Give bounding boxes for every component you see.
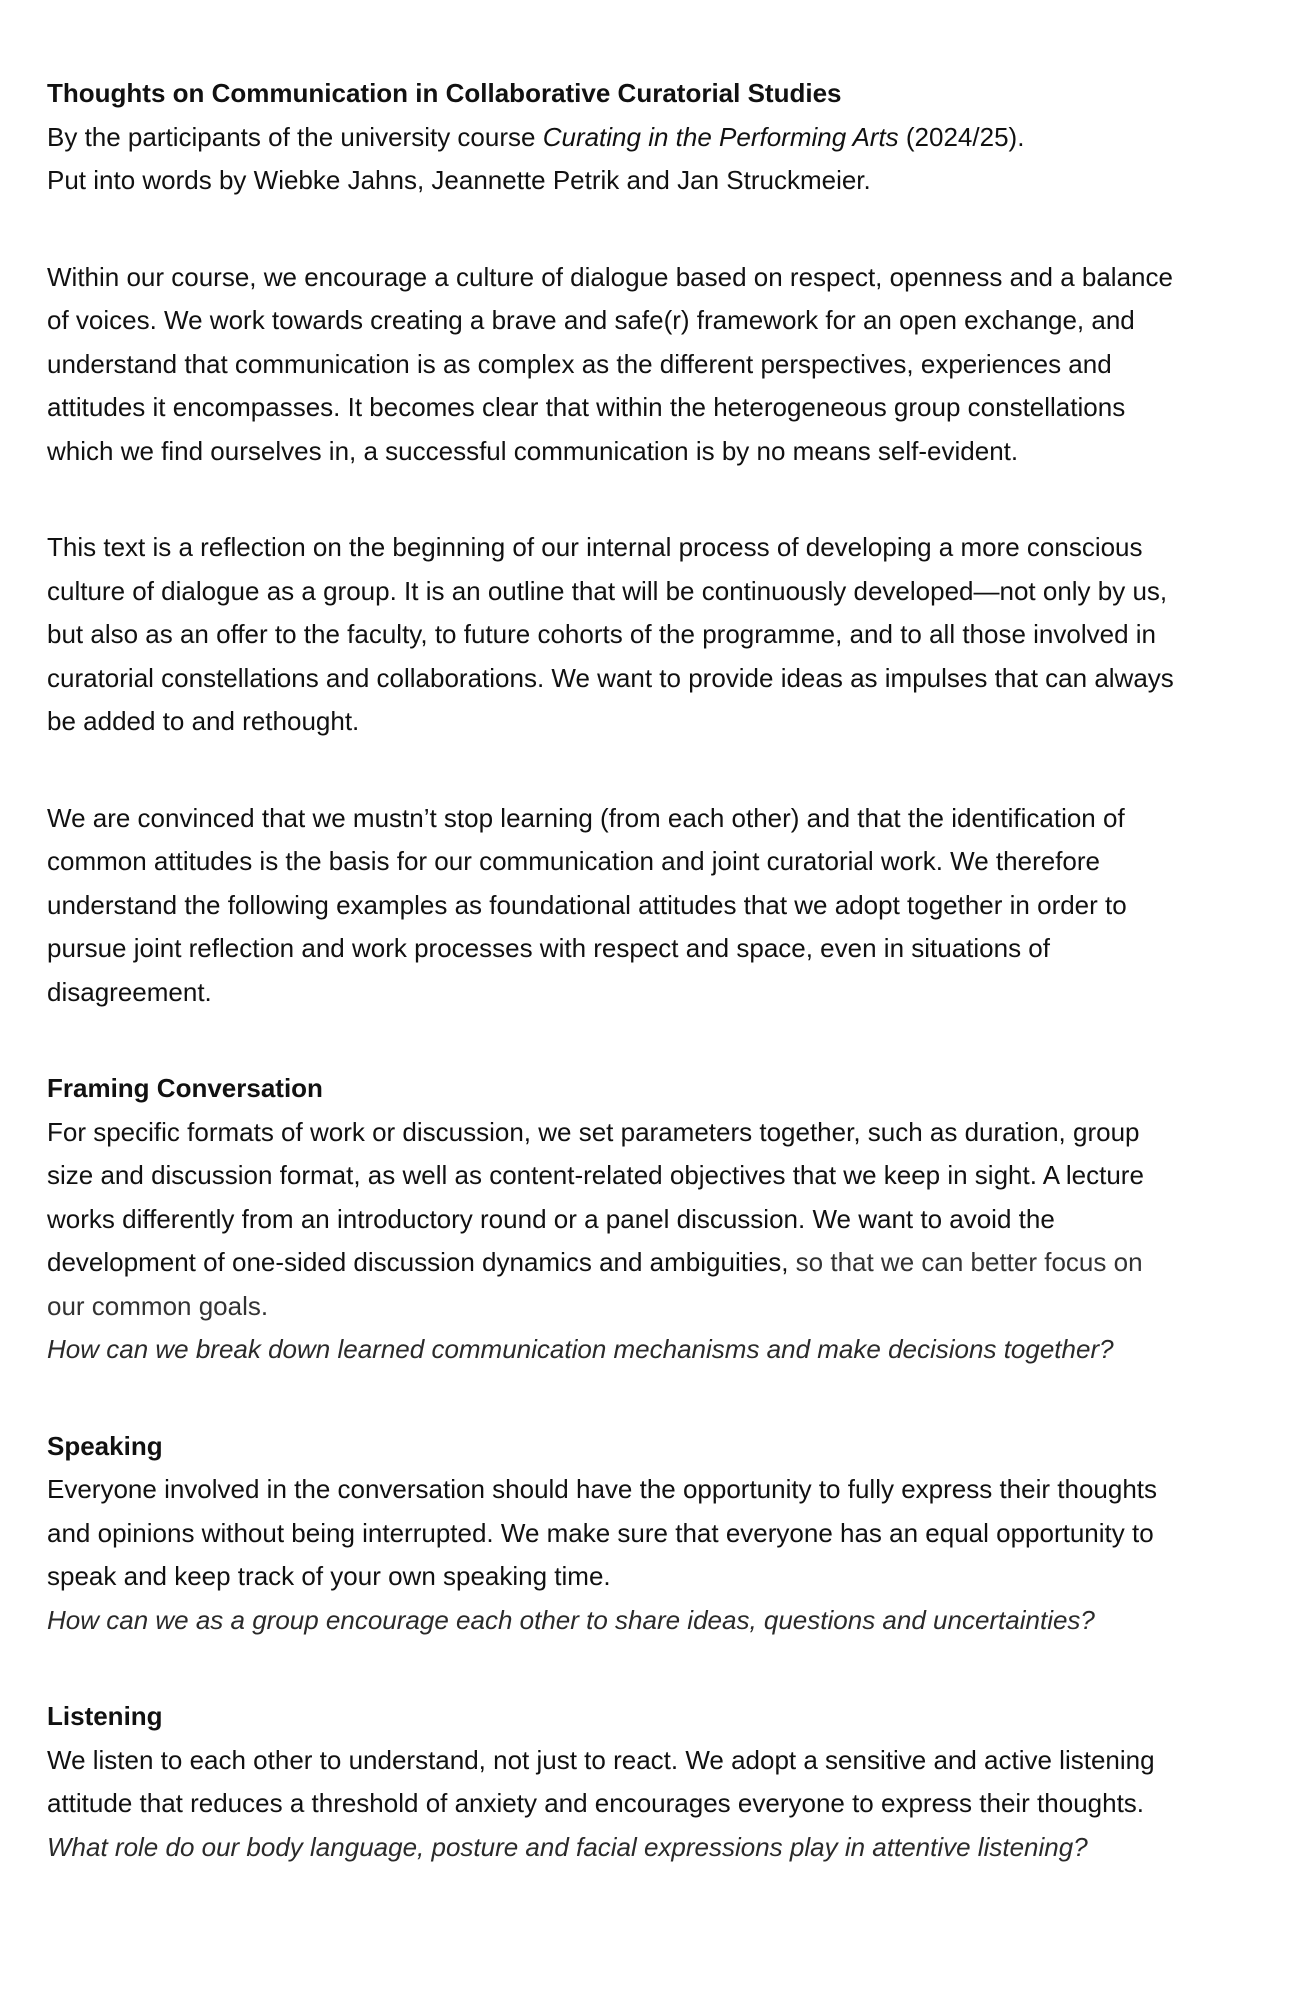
section-heading: Listening (47, 1701, 163, 1731)
paragraph-line-part: development of one-sided discussion dynamics and ambiguities, (47, 1247, 796, 1277)
spacer (47, 473, 1247, 526)
paragraph-line: understand the following examples as foundational attitudes that we adopt together in order to (47, 889, 1127, 920)
section-heading: Speaking (47, 1430, 163, 1461)
paragraph-line (47, 1241, 1247, 1285)
course-name: Curating in the Performing Arts (542, 121, 899, 152)
document-page (47, 72, 1247, 1869)
paragraph-line: size and discussion format, as well as content-related objectives that we keep in sight. A lecture (47, 1160, 1144, 1190)
paragraph-line: our common goals. (47, 1290, 269, 1321)
section-question: What role do our body language, posture and facial expressions play in attentive listening? (47, 1831, 1088, 1862)
paragraph-line: but also as an offer to the faculty, to future cohorts of the programme, and to all those involved in (47, 619, 1157, 649)
paragraph-line: culture of dialogue as a group. It is an outline that will be continuously developed—not only by us, (47, 575, 1168, 606)
section-question: How can we break down learned communication mechanisms and make decisions together? (47, 1334, 1114, 1364)
paragraph-line: speak and keep track of your own speaking time. (47, 1561, 611, 1591)
paragraph-line: Within our course, we encourage a culture of dialogue based on respect, openness and a balance (47, 261, 1173, 292)
byline (47, 116, 1247, 160)
spacer (47, 744, 1247, 797)
intro-paragraph-2 (47, 526, 1247, 744)
paragraph-line: disagreement. (47, 976, 212, 1007)
paragraph-line-part: so that we can better focus on (795, 1247, 1143, 1277)
credits: Put into words by Wiebke Jahns, Jeannette Petrik and Jan Struckmeier. (47, 165, 871, 195)
spacer (47, 1014, 1247, 1067)
section-framing-conversation (47, 1067, 1247, 1372)
section-speaking (47, 1425, 1247, 1643)
paragraph-line: works differently from an introductory round or a panel discussion. We want to avoid the (47, 1203, 1055, 1234)
byline-prefix: By the participants of the university course (47, 121, 543, 152)
spacer (47, 1642, 1247, 1695)
paragraph-line: attitudes it encompasses. It becomes clear that within the heterogeneous group constellations (47, 392, 1126, 422)
document-header (47, 72, 1247, 203)
intro-paragraph-1 (47, 256, 1247, 474)
paragraph-line: curatorial constellations and collaborations. We want to provide ideas as impulses that can always (47, 662, 1174, 693)
paragraph-line: be added to and rethought. (47, 706, 360, 736)
spacer (47, 203, 1247, 256)
intro-paragraph-3 (47, 797, 1247, 1015)
section-heading: Framing Conversation (47, 1073, 323, 1103)
document-title: Thoughts on Communication in Collaborative Curatorial Studies (47, 78, 842, 108)
byline-suffix: (2024/25). (898, 121, 1025, 152)
section-listening (47, 1695, 1247, 1869)
paragraph-line: We are convinced that we mustn’t stop learning (from each other) and that the identification of (47, 802, 1125, 833)
paragraph-line: This text is a reflection on the beginning of our internal process of developing a more conscious (47, 532, 1143, 562)
paragraph-line: We listen to each other to understand, not just to react. We adopt a sensitive and active listening (47, 1744, 1155, 1775)
paragraph-line: understand that communication is as complex as the different perspectives, experiences and (47, 348, 1112, 379)
paragraph-line: of voices. We work towards creating a brave and safe(r) framework for an open exchange, and (47, 305, 1135, 335)
paragraph-line: pursue joint reflection and work processes with respect and space, even in situations of (47, 933, 1050, 963)
paragraph-line: Everyone involved in the conversation should have the opportunity to fully express their thoughts (47, 1474, 1158, 1504)
paragraph-line: attitude that reduces a threshold of anxiety and encourages everyone to express their thoughts. (47, 1788, 1145, 1818)
paragraph-line: For specific formats of work or discussion, we set parameters together, such as duration, group (47, 1116, 1140, 1147)
paragraph-line: common attitudes is the basis for our communication and joint curatorial work. We therefore (47, 846, 1100, 876)
section-question: How can we as a group encourage each other to share ideas, questions and uncertainties? (47, 1604, 1095, 1635)
paragraph-line: and opinions without being interrupted. We make sure that everyone has an equal opportunity to (47, 1517, 1154, 1548)
paragraph-line: which we find ourselves in, a successful communication is by no means self-evident. (47, 435, 1019, 466)
spacer (47, 1372, 1247, 1425)
